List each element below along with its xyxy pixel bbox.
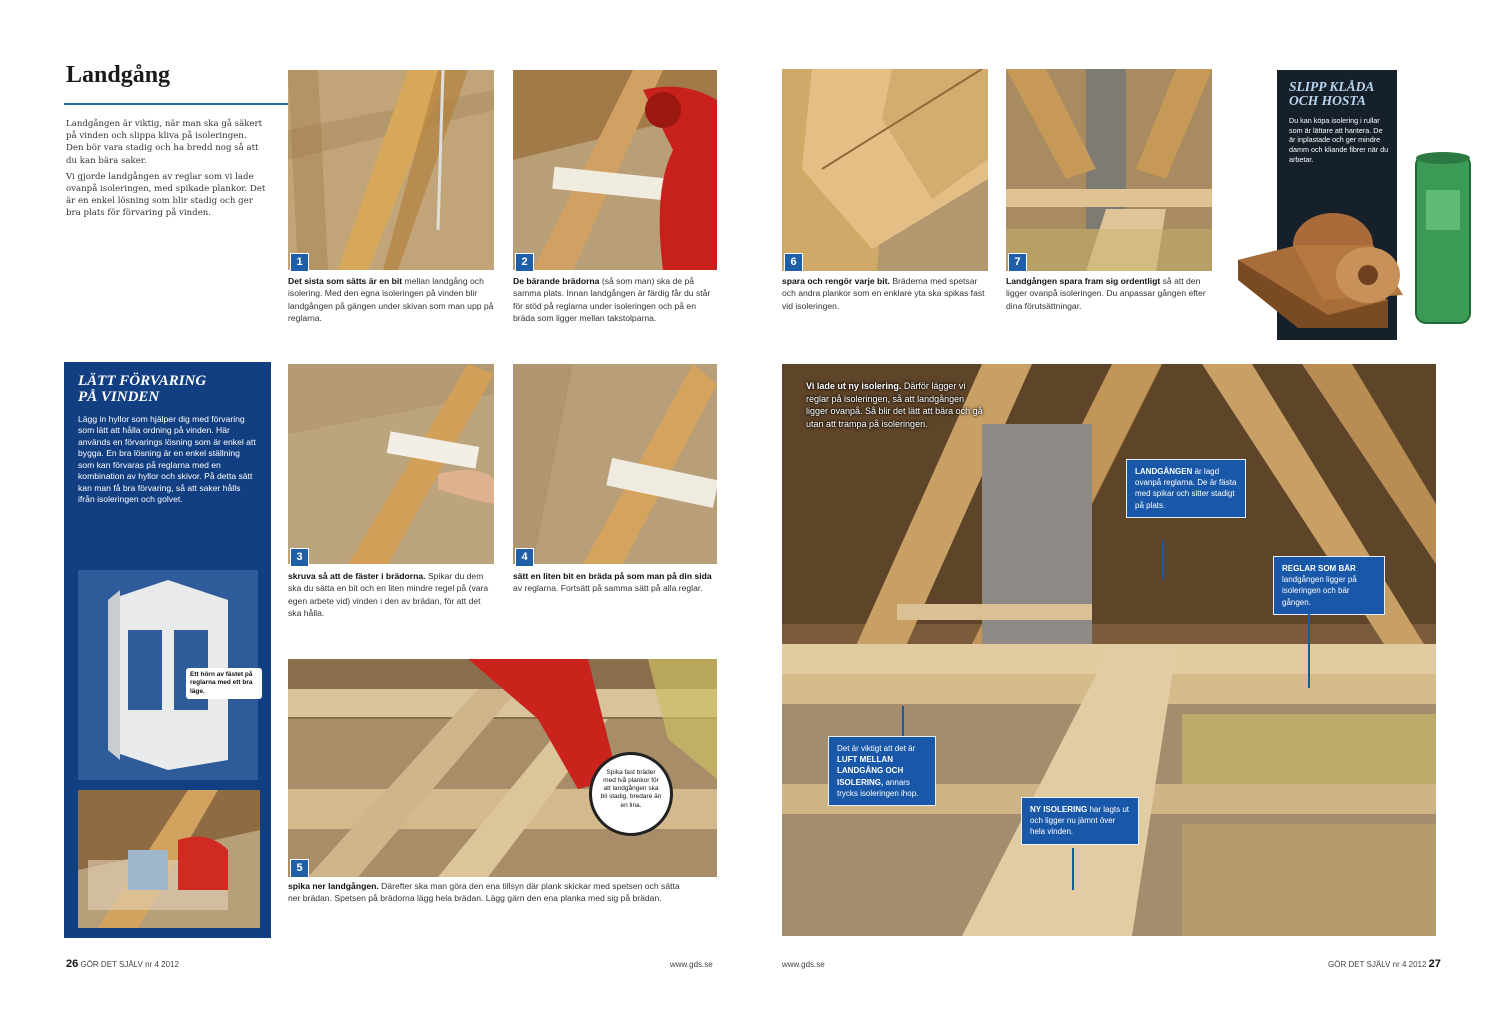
callout-new-insulation-pointer (1072, 848, 1074, 890)
main-photo-overlay (806, 380, 986, 430)
callout-joists-text: landgången ligger på isoleringen och bär gången. (1282, 575, 1357, 607)
callout-air-gap-text: annars trycks isoleringen ihop. (837, 777, 919, 798)
page-title: Landgång (66, 62, 171, 88)
step-1-photo (288, 70, 494, 270)
step-3-caption (288, 570, 494, 620)
step-6-caption-text: Bräderna med spetsar och andra plankor som en enklare yta ska spikas fast vid isoleringen. (782, 276, 985, 311)
right-footer (1328, 958, 1441, 970)
step-6-caption (782, 275, 988, 312)
left-footer-issue: nr 4 2012 (145, 960, 179, 969)
step-6-photo (782, 69, 988, 271)
callout-new-insulation-bold: NY ISOLERING (1030, 805, 1088, 814)
dust-title-line-1: SLIPP KLÅDA (1289, 79, 1375, 94)
right-footer-site: www.gds.se (782, 960, 825, 969)
callout-joists-bold: REGLAR SOM BÄR (1282, 564, 1356, 573)
storage-attic-photo (78, 790, 260, 928)
left-footer (66, 958, 179, 970)
callout-new-insulation (1021, 797, 1139, 845)
step-2-caption-bold: De bärande brädorna (513, 276, 600, 286)
storage-sidebar (64, 362, 271, 938)
right-page-number: 27 (1428, 958, 1441, 970)
callout-walkway-bold: LANDGÅNGEN (1135, 467, 1193, 476)
main-attic-photo (782, 364, 1436, 936)
callout-walkway (1126, 459, 1246, 518)
step-5-caption (288, 880, 688, 905)
main-overlay-bold: Vi lade ut ny isolering. (806, 381, 902, 391)
callout-walkway-pointer (1162, 540, 1164, 580)
step-2-photo (513, 70, 717, 270)
storage-title-line-1: LÄTT FÖRVARING (78, 373, 207, 389)
step-5-caption-text: Därefter ska man göra den ena tillsyn där plank skickar med spetsen och sätta ner brädan. Spetsen på brädorna lägg hela brädan. Lägg gärn den ena planka med sig på brädan. (288, 881, 680, 904)
step-1-caption-bold: Det sista som sätts är en bit (288, 276, 403, 286)
main-overlay-text: Därför lägger vi reglar på isoleringen, så att landgången ligger ovanpå. Så blir det lätt att bära och gå utan att trampa på isoleringen. (806, 381, 983, 429)
step-2-number: 2 (515, 253, 534, 272)
round-note: Spika fast bräder med två plankor för att landgången ska bli stadig, bredare än en lina. (589, 752, 673, 836)
right-footer-magazine: GÖR DET SJÄLV (1328, 960, 1391, 969)
step-6-number: 6 (784, 253, 803, 272)
step-1-caption-text: mellan landgång och isolering. Med den egna isoleringen på vinden blir landgången på gängen under skivan som man upp på reglarna. (288, 276, 494, 324)
callout-walkway-text: är lagd ovanpå reglarna. De är fästa med spikar och sitter stadigt på plats. (1135, 467, 1237, 510)
title-rule (64, 103, 288, 105)
storage-badge: Ett hörn av fästet på reglarna med ett bra läge. (186, 668, 262, 699)
storage-text: Lägg in hyllor som hjälper dig med förvaring som lätt att hålla ordning på vinden. Här används en förvarings lösning som är enkel att bygga. En bra lösning är en enkel ställning som kan förvaras på reglarna med en kombination av hyllor och skivor. På detta sätt kan man få bra förvaring, så att saker hålls ifrån isoleringen och golvet. (78, 414, 256, 504)
right-footer-issue: nr 4 2012 (1392, 960, 1427, 969)
step-1-caption (288, 275, 494, 325)
step-4-caption (513, 570, 719, 595)
storage-title (78, 374, 206, 406)
step-3-number: 3 (290, 548, 309, 567)
callout-air-gap-pointer (902, 706, 904, 736)
step-4-photo (513, 364, 717, 564)
callout-joists (1273, 556, 1385, 615)
step-3-caption-bold: skruva så att de fäster i brädorna. (288, 571, 426, 581)
step-4-caption-text: av reglarna. Fortsätt på samma sätt på alla reglar. (513, 583, 703, 594)
left-page-number: 26 (66, 958, 79, 970)
dust-text: Du kan köpa isolering i rullar som är lättare att hantera. De är inplastade och ger mindre damm och kliande fibrer när du arbetar. (1289, 116, 1389, 164)
step-6-caption-bold: spara och rengör varje bit. (782, 276, 890, 286)
callout-joists-pointer (1308, 612, 1310, 688)
step-2-caption (513, 275, 719, 325)
step-7-caption-bold: Landgången spara fram sig ordentligt (1006, 276, 1161, 286)
left-footer-magazine: GÖR DET SJÄLV (80, 960, 143, 969)
callout-air-gap-prefix: Det är viktigt att det är (837, 744, 916, 753)
callout-air-gap (828, 736, 936, 806)
storage-title-line-2: PÅ VINDEN (78, 388, 160, 405)
step-7-photo (1006, 69, 1212, 271)
step-7-caption (1006, 275, 1212, 312)
dust-title (1289, 80, 1374, 108)
step-5-number: 5 (290, 859, 309, 878)
intro-text (66, 118, 266, 224)
step-4-caption-bold: sätt en liten bit en bräda på som man på din sida (513, 571, 712, 581)
step-5-caption-bold: spika ner landgången. (288, 881, 379, 891)
step-3-photo (288, 364, 494, 564)
left-footer-site: www.gds.se (670, 960, 713, 969)
step-4-number: 4 (515, 548, 534, 567)
callout-air-gap-bold: LUFT MELLAN LANDGÅNG OCH ISOLERING, (837, 755, 904, 787)
step-1-number: 1 (290, 253, 309, 272)
step-3-caption-text: Spikar du dem ska du sätta en bit och en liten mindre regel på (vara egen arbete vid) vinden i den av brädan, för att det ska hålla. (288, 571, 489, 619)
intro-paragraph-1: Landgången är viktig, när man ska gå säkert på vinden och slippa kliva på isoleringen. Den bör vara stadig och ha bredd nog så att du kan bära saker. (66, 119, 263, 166)
insulation-rolls-image (1238, 150, 1472, 330)
step-7-caption-text: så att den ligger ovanpå isoleringen. Du anpassar gången efter dina förutsättningar. (1006, 276, 1206, 311)
dust-title-line-2: OCH HOSTA (1289, 93, 1366, 109)
step-2-caption-text: (så som man) ska de på samma plats. Innan landgången är färdig får du står för stöd på reglarna under isoleringen och på en bräda som ligger mellan takstolparna. (513, 276, 711, 324)
intro-paragraph-2: Vi gjorde landgången av reglar som vi lade ovanpå isoleringen, med spikade plankor. Det är en enkel lösning som blir stadig och ger bra plats för förvaring på vinden. (66, 171, 266, 219)
step-7-number: 7 (1008, 253, 1027, 272)
callout-new-insulation-text: har lagts ut och ligger nu jämnt över hela vinden. (1030, 805, 1130, 837)
